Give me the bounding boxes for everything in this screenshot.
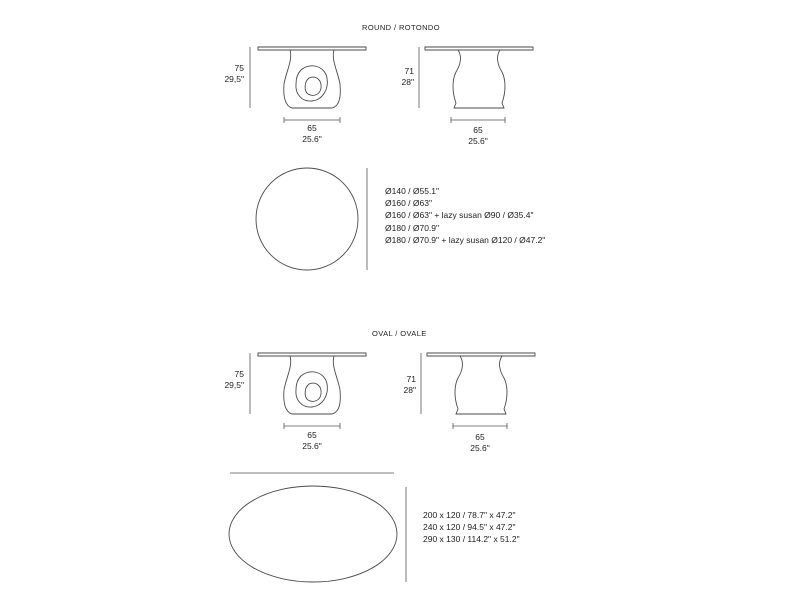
round-size-item: Ø180 / Ø70.9" + lazy susan Ø120 / Ø47.2" <box>385 234 546 245</box>
oval-front-base-width-in: 25.6" <box>302 441 322 451</box>
oval-heading: OVAL / OVALE <box>372 329 427 338</box>
round-side-height <box>382 66 414 88</box>
round-front-base-width-in: 25.6" <box>302 134 322 144</box>
oval-side-height-in: 28" <box>403 385 416 395</box>
oval-size-list <box>423 509 520 546</box>
round-size-item: Ø160 / Ø63" + lazy susan Ø90 / Ø35.4" <box>385 210 534 221</box>
round-front-view <box>258 47 366 108</box>
oval-side-base-width-cm: 65 <box>475 432 485 442</box>
oval-side-view <box>427 353 535 414</box>
round-side-base-width-in: 25.6" <box>468 136 488 146</box>
oval-dimension-lines <box>250 353 507 429</box>
round-side-view <box>425 47 533 108</box>
oval-front-height-cm: 75 <box>234 369 244 379</box>
round-size-item: Ø140 / Ø55.1" <box>385 186 440 196</box>
oval-side-height-cm: 71 <box>406 374 416 384</box>
round-size-item: Ø160 / Ø63" <box>385 198 432 209</box>
oval-front-height <box>212 369 244 391</box>
oval-front-base-width <box>292 430 332 452</box>
round-front-base-width <box>292 123 332 145</box>
round-front-height-cm: 75 <box>234 63 244 73</box>
oval-front-height-in: 29,5" <box>224 380 244 390</box>
round-size-item: Ø180 / Ø70.9" <box>385 222 440 233</box>
oval-size-item: 200 x 120 / 78.7" x 47.2" <box>423 510 516 520</box>
oval-front-view <box>258 353 366 414</box>
round-front-base-width-cm: 65 <box>307 123 317 133</box>
round-top-view <box>256 168 367 270</box>
oval-side-base-width-in: 25.6" <box>470 443 490 453</box>
oval-front-base-width-cm: 65 <box>307 430 317 440</box>
oval-size-item: 290 x 130 / 114.2" x 51.2" <box>423 534 520 545</box>
round-size-list <box>385 185 545 246</box>
oval-side-height <box>384 374 416 396</box>
round-side-height-cm: 71 <box>404 66 414 76</box>
round-heading: ROUND / ROTONDO <box>362 23 440 32</box>
round-dimension-lines <box>250 47 505 123</box>
oval-top-view <box>229 473 406 582</box>
oval-side-base-width <box>460 432 500 454</box>
round-front-height-in: 29,5" <box>224 74 244 84</box>
round-side-height-in: 28" <box>401 77 414 87</box>
oval-size-item: 240 x 120 / 94.5" x 47.2" <box>423 522 516 533</box>
round-side-base-width <box>458 125 498 147</box>
round-side-base-width-cm: 65 <box>473 125 483 135</box>
round-front-height <box>212 63 244 85</box>
